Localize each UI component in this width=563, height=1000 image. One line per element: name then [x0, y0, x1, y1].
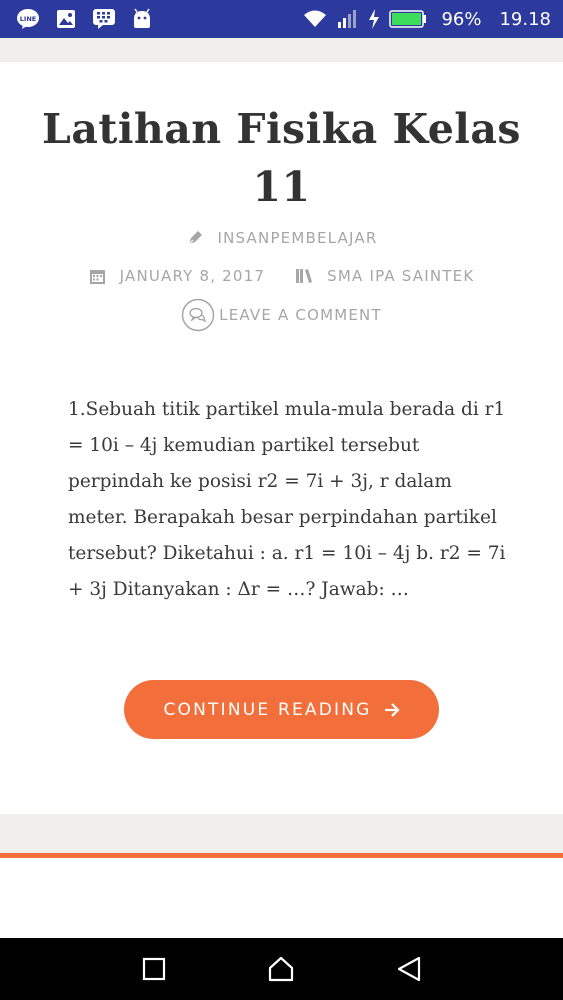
line-app-icon	[16, 8, 40, 30]
author-name: INSANPEMBELAJAR	[217, 229, 378, 247]
gallery-icon	[54, 8, 78, 30]
post-date[interactable]	[89, 267, 266, 285]
android-icon	[130, 8, 154, 30]
category-text: SMA IPA SAINTEK	[327, 267, 475, 285]
comment-text: LEAVE A COMMENT	[219, 306, 382, 324]
books-icon	[295, 268, 313, 284]
notification-icons	[16, 8, 154, 30]
post-excerpt: 1.Sebuah titik partikel mula-mula berada di r1 = 10i – 4j kemudian partikel tersebut perpindah ke posisi r2 = 7i + 3j, r dalam meter. Berapakah besar perpindahan partikel tersebut? Diketahui : a. r1 = 10i – 4j b. r2 = 7i + 3j Ditanyakan : Δr = …? Jawab: …	[68, 399, 506, 600]
pen-icon	[186, 229, 204, 247]
post-card	[0, 62, 563, 814]
svg-text:LINE: LINE	[19, 15, 37, 23]
system-status	[303, 8, 551, 30]
navigation-bar	[0, 938, 563, 1000]
author-row	[0, 229, 563, 247]
status-bar	[0, 0, 563, 38]
bbm-icon	[92, 8, 116, 30]
date-category-row	[0, 267, 563, 285]
battery-icon	[389, 8, 427, 30]
continue-reading-label: CONTINUE READING	[163, 699, 372, 720]
signal-icon	[335, 8, 359, 30]
calendar-icon	[89, 268, 106, 285]
date-text: JANUARY 8, 2017	[119, 267, 266, 285]
comment-bubble-icon	[181, 298, 215, 332]
charging-icon	[367, 8, 381, 30]
continue-reading-button[interactable]	[124, 680, 439, 739]
wifi-icon	[303, 8, 327, 30]
clock: 19.18	[499, 8, 551, 30]
author-link[interactable]	[186, 229, 378, 247]
comment-row	[0, 298, 563, 332]
home-icon[interactable]	[251, 944, 311, 994]
next-section	[0, 858, 563, 938]
battery-percent: 96%	[441, 8, 482, 30]
recent-apps-icon[interactable]	[124, 944, 184, 994]
arrow-right-icon	[384, 703, 400, 717]
leave-comment-link[interactable]	[181, 298, 382, 332]
back-icon[interactable]	[379, 944, 439, 994]
post-title[interactable]: Latihan Fisika Kelas 11	[42, 105, 521, 211]
category-link[interactable]	[295, 267, 474, 285]
